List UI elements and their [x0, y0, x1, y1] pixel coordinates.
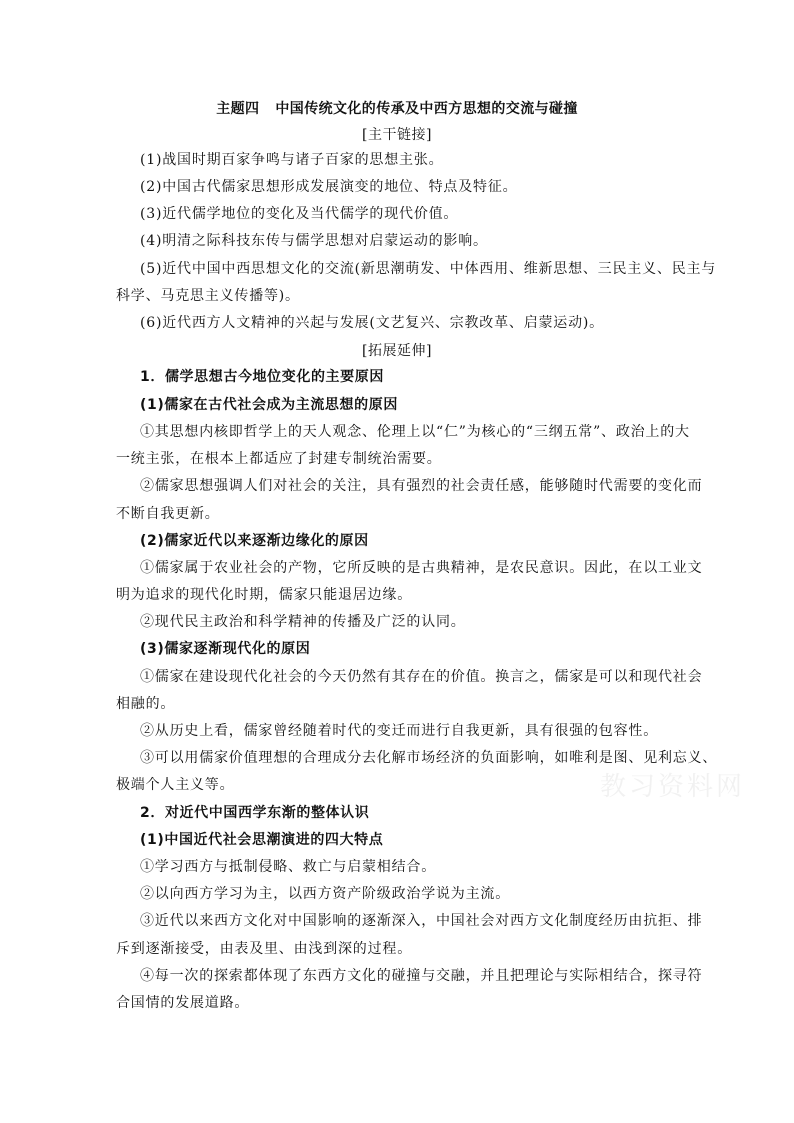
- paragraph-4-1: ①学习西方与抵制侵略、救亡与启蒙相结合。: [140, 859, 436, 875]
- page-title: [0, 98, 794, 118]
- subheading-4: (1)中国近代社会思潮演进的四大特点: [140, 832, 384, 848]
- paragraph-2-1: ①儒家属于农业社会的产物，它所反映的是古典精神，是农民意识。因此，在以工业文: [140, 560, 703, 576]
- main-link-item-5-cont: 科学、马克思主义传播等)。: [116, 288, 300, 304]
- paragraph-3-3-cont: 极端个人主义等。: [116, 777, 235, 793]
- section-label-extension: [拓展延伸]: [362, 343, 432, 359]
- main-link-item-1: (1)战国时期百家争鸣与诸子百家的思想主张。: [140, 152, 444, 168]
- paragraph-2-1-cont: 明为追求的现代化时期，儒家只能退居边缘。: [116, 587, 412, 603]
- paragraph-2-2: ②现代民主政治和科学精神的传播及广泛的认同。: [140, 614, 466, 630]
- section-label-main-links: [主干链接]: [362, 127, 432, 143]
- paragraph-3-2: ②从历史上看，儒家曾经随着时代的变迁而进行自我更新，具有很强的包容性。: [140, 723, 658, 739]
- paragraph-4-4: ④每一次的探索都体现了东西方文化的碰撞与交融，并且把理论与实际相结合，探寻符: [140, 968, 703, 984]
- paragraph-4-2: ②以向西方学习为主，以西方资产阶级政治学说为主流。: [140, 886, 510, 902]
- paragraph-3-3: ③可以用儒家价值理想的合理成分去化解市场经济的负面影响，如唯利是图、见利忘义、: [140, 750, 718, 766]
- paragraph-1-2-cont: 不断自我更新。: [116, 506, 220, 522]
- paragraph-1-1-cont: 一统主张，在根本上都适应了封建专制统治需要。: [116, 451, 442, 467]
- main-link-item-6: (6)近代西方人文精神的兴起与发展(文艺复兴、宗教改革、启蒙运动)。: [140, 315, 604, 331]
- subheading-3: (3)儒家逐渐现代化的原因: [140, 641, 311, 657]
- subheading-2: (2)儒家近代以来逐渐边缘化的原因: [140, 533, 369, 549]
- paragraph-1-1: ①其思想内核即哲学上的天人观念、伦理上以“仁”为核心的“三纲五常”、政治上的大: [140, 424, 690, 440]
- watermark: 教习资料网: [600, 772, 746, 802]
- main-link-item-4: (4)明清之际科技东传与儒学思想对启蒙运动的影响。: [140, 233, 488, 249]
- paragraph-3-1: ①儒家在建设现代化社会的今天仍然有其存在的价值。换言之，儒家是可以和现代社会: [140, 669, 703, 685]
- title-topic-number: 主题四: [216, 101, 260, 117]
- paragraph-1-2: ②儒家思想强调人们对社会的关注，具有强烈的社会责任感，能够随时代需要的变化而: [140, 478, 703, 494]
- heading-1: 1．儒学思想古今地位变化的主要原因: [140, 369, 384, 385]
- heading-2: 2．对近代中国西学东渐的整体认识: [140, 805, 370, 821]
- main-link-item-5: (5)近代中国中西思想文化的交流(新思潮萌发、中体西用、维新思想、三民主义、民主与: [140, 261, 717, 277]
- paragraph-4-4-cont: 合国情的发展道路。: [116, 995, 250, 1011]
- paragraph-3-1-cont: 相融的。: [116, 696, 176, 712]
- title-topic-text: 中国传统文化的传承及中西方思想的交流与碰撞: [275, 101, 578, 117]
- main-link-item-2: (2)中国古代儒家思想形成发展演变的地位、特点及特征。: [140, 179, 518, 195]
- paragraph-4-3: ③近代以来西方文化对中国影响的逐渐深入，中国社会对西方文化制度经历由抗拒、排: [140, 913, 703, 929]
- subheading-1: (1)儒家在古代社会成为主流思想的原因: [140, 397, 398, 413]
- paragraph-4-3-cont: 斥到逐渐接受，由表及里、由浅到深的过程。: [116, 941, 412, 957]
- main-link-item-3: (3)近代儒学地位的变化及当代儒学的现代价值。: [140, 206, 459, 222]
